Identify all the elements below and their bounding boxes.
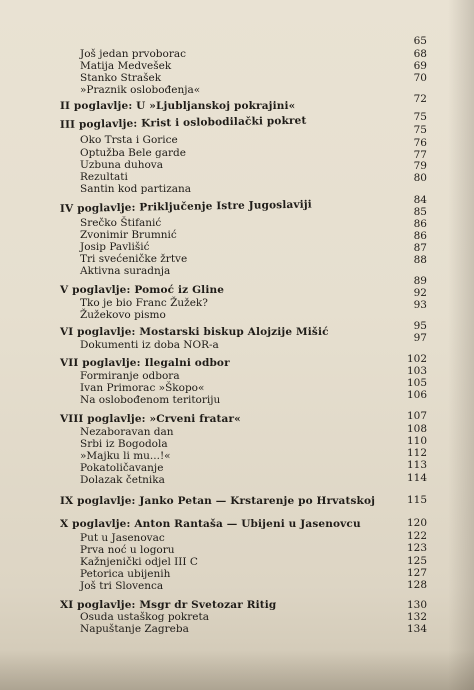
page-number: 88 — [413, 254, 427, 266]
entry-title: Kažnjenički odjel III C — [80, 556, 198, 568]
page-number: 80 — [413, 172, 427, 184]
page-number: 125 — [406, 555, 427, 567]
page-number: 108 — [406, 423, 427, 435]
page-number: 76 — [413, 137, 427, 149]
page-number: 127 — [406, 567, 427, 579]
entry-title: Srečko Štifanić — [80, 217, 162, 229]
entry-title: Dolazak četnika — [80, 474, 165, 486]
page-number: 105 — [406, 377, 427, 389]
entry-title: Zvonimir Brumnić — [80, 229, 177, 241]
page-number: 65 — [413, 35, 427, 47]
page-number: 69 — [413, 60, 427, 72]
page-number: 93 — [413, 299, 427, 311]
chapter-heading: V poglavlje: Pomoć iz Gline — [60, 284, 225, 296]
page-edge-shadow — [448, 0, 474, 690]
page-number: 115 — [406, 494, 427, 506]
page-bottom-shadow — [0, 650, 474, 690]
page-number: 128 — [406, 579, 427, 591]
entry-title: Još jedan prvoborac — [80, 48, 187, 60]
chapter-heading: VIII poglavlje: »Crveni fratar« — [60, 413, 241, 425]
page-number: 97 — [413, 332, 427, 344]
page-number: 113 — [406, 459, 427, 471]
entry-title: Tri svećeničke žrtve — [80, 253, 188, 265]
entry-title: Pokatoličavanje — [80, 462, 164, 474]
page-number: 120 — [406, 517, 427, 529]
page-number: 75 — [413, 124, 427, 136]
entry-title: Nezaboravan dan — [80, 426, 174, 438]
entry-title: Optužba Bele garde — [80, 147, 186, 159]
entry-title: Još tri Slovenca — [80, 580, 164, 592]
chapter-heading: IV poglavlje: Priključenje Istre Jugoslaviji — [59, 198, 312, 215]
page-number: 107 — [406, 410, 427, 422]
page-number: 122 — [406, 530, 427, 542]
page-number: 103 — [406, 365, 427, 377]
page-number: 84 — [413, 194, 427, 206]
page-number: 114 — [406, 472, 427, 484]
page-number: 112 — [406, 447, 427, 459]
page-number: 85 — [413, 206, 427, 218]
page-number: 75 — [413, 111, 427, 123]
entry-title: Osuda ustaškog pokreta — [80, 611, 209, 623]
chapter-heading: XI poglavlje: Msgr dr Svetozar Ritig — [60, 599, 277, 611]
page-number: 130 — [406, 599, 427, 611]
entry-title: Prva noć u logoru — [80, 544, 175, 556]
page-number: 123 — [406, 542, 427, 554]
chapter-heading: IX poglavlje: Janko Petan — Krstarenje po Hrvatskoj — [60, 495, 376, 507]
page-number: 72 — [413, 93, 427, 105]
page-number: 86 — [413, 230, 427, 242]
chapter-heading: II poglavlje: U »Ljubljanskoj pokrajini« — [60, 100, 296, 112]
entry-title: Aktivna suradnja — [80, 265, 171, 277]
entry-title: Oko Trsta i Gorice — [80, 134, 178, 146]
entry-title: »Majku li mu...!« — [80, 450, 171, 462]
chapter-heading: VII poglavlje: Ilegalni odbor — [60, 357, 230, 369]
page-number: 89 — [413, 275, 427, 287]
page-number: 110 — [406, 435, 427, 447]
page-number: 68 — [413, 48, 427, 60]
entry-title: Josip Pavlišić — [80, 241, 150, 253]
entry-title: Put u Jasenovac — [80, 532, 165, 544]
page-number: 95 — [413, 320, 427, 332]
entry-title: Tko je bio Franc Žužek? — [80, 297, 208, 309]
page-number: 77 — [413, 149, 427, 161]
entry-title: »Praznik oslobođenja« — [80, 84, 201, 96]
entry-title: Uzbuna duhova — [80, 159, 163, 171]
page-number: 132 — [406, 611, 427, 623]
page-number: 134 — [406, 623, 427, 635]
entry-title: Žužekovo pismo — [80, 309, 166, 321]
entry-title: Rezultati — [80, 171, 128, 183]
entry-title: Stanko Strašek — [80, 72, 162, 84]
page-number: 86 — [413, 218, 427, 230]
page-number: 70 — [413, 72, 427, 84]
entry-title: Ivan Primorac »Škopo« — [80, 382, 205, 394]
page-number: 79 — [413, 160, 427, 172]
entry-title: Srbi iz Bogodola — [80, 438, 168, 450]
page-number: 87 — [413, 242, 427, 254]
entry-title: Matija Medvešek — [80, 60, 172, 72]
page-number: 92 — [413, 287, 427, 299]
entry-title: Napuštanje Zagreba — [80, 623, 189, 635]
entry-title: Santin kod partizana — [80, 183, 192, 195]
chapter-heading: X poglavlje: Anton Rantaša — Ubijeni u Jasenovcu — [60, 518, 361, 530]
entry-title: Formiranje odbora — [80, 370, 180, 382]
page-number: 106 — [406, 389, 427, 401]
chapter-heading: III poglavlje: Krist i oslobodilački pokret — [59, 114, 307, 131]
chapter-heading: VI poglavlje: Mostarski biskup Alojzije Mišić — [60, 326, 329, 338]
entry-title: Petorica ubijenih — [80, 568, 171, 580]
page-number: 102 — [406, 353, 427, 365]
entry-title: Na oslobođenom teritoriju — [80, 394, 221, 406]
entry-title: Dokumenti iz doba NOR-a — [80, 339, 219, 351]
